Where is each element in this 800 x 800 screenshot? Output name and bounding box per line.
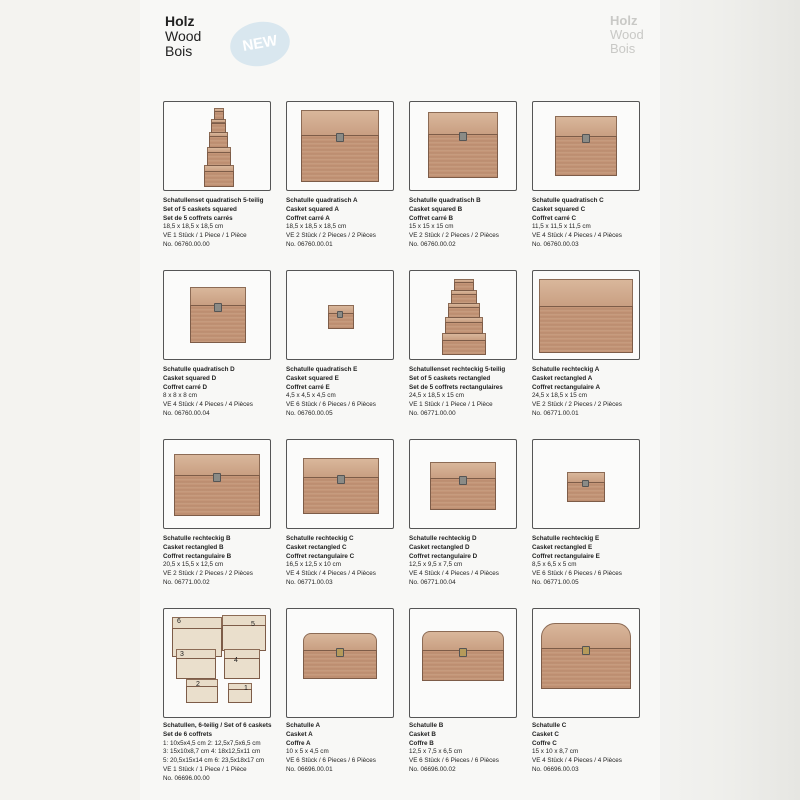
product-pack: VE 2 Stück / 2 Pieces / 2 Pièces [532,401,622,409]
box-graphic [430,462,496,510]
product-pack: VE 2 Stück / 2 Pieces / 2 Pièces [409,232,499,240]
ghost-title-en: Wood [610,27,644,42]
product-image [163,101,271,191]
product-info [532,535,640,588]
new-badge: NEW [227,17,294,71]
product-name-fr: Set de 5 coffrets carrés [163,214,233,222]
product-name-fr: Coffre B [409,739,434,747]
product-number: No. 06760.00.01 [286,240,333,248]
box-graphic [539,279,633,353]
product-pack: VE 2 Stück / 2 Pieces / 2 Pièces [286,232,376,240]
product-card[interactable] [532,270,640,419]
product-number: No. 06771.00.03 [286,578,333,586]
product-number: No. 06696.00.03 [532,765,579,773]
product-number: No. 06771.00.05 [532,578,579,586]
product-name-fr: Coffre A [286,739,311,747]
product-pack: VE 1 Stück / 1 Piece / 1 Pièce [163,232,247,240]
product-info [286,197,394,250]
product-info [163,722,271,784]
product-card[interactable] [409,608,517,775]
set-label-6: 6 [177,618,181,625]
box-graphic [207,147,231,166]
product-image [163,608,271,718]
product-image [532,439,640,529]
product-info [409,366,517,419]
product-card[interactable] [286,608,394,775]
product-name-en: Casket rectangled B [163,543,224,551]
section-header [165,14,201,59]
product-card[interactable] [286,270,394,419]
title-en: Wood [165,28,202,44]
product-name-de: Schatulle quadratisch D [163,366,235,373]
product-info [163,197,271,250]
product-name-fr: Set de 5 coffrets rectangulaires [409,383,503,391]
title-de: Holz [165,13,195,29]
product-size: 20,5 x 15,5 x 12,5 cm [163,561,224,569]
set-label-5: 5 [251,621,255,628]
box-graphic [190,287,246,343]
product-pack: VE 4 Stück / 4 Pieces / 4 Pièces [163,401,253,409]
product-info [532,366,640,419]
product-image [409,608,517,718]
product-name-de: Schatulle rechteckig B [163,535,231,542]
product-name-de: Schatulle quadratisch C [532,197,604,204]
product-number: No. 06696.00.00 [163,774,210,782]
ghost-title-de: Holz [610,13,638,28]
product-number: No. 06771.00.00 [409,409,456,417]
product-number: No. 06760.00.00 [163,240,210,248]
product-pack: VE 6 Stück / 6 Pieces / 6 Pièces [286,401,376,409]
product-name-en: Casket rectangled E [532,543,593,551]
product-number: No. 06771.00.04 [409,578,456,586]
product-number: No. 06696.00.01 [286,765,333,773]
box-graphic [555,116,617,176]
product-name-en: Casket C [532,730,559,738]
set-label-2: 2 [196,681,200,688]
product-image [286,270,394,360]
product-card[interactable] [532,608,640,775]
product-name-fr: Coffret rectangulaire E [532,552,600,560]
product-size: 18,5 x 18,5 x 18,5 cm [163,223,224,231]
box-graphic [422,631,504,681]
box-graphic [541,623,631,689]
set-label-1: 1 [244,685,248,692]
product-name-fr: Coffret rectangulaire C [286,552,355,560]
box-graphic [186,679,218,703]
product-name-de: Schatullenset rechteckig 5-teilig [409,366,506,373]
product-name-de: Schatulle quadratisch A [286,197,358,204]
product-pack: VE 4 Stück / 4 Pieces / 4 Pièces [532,757,622,765]
title-fr: Bois [165,43,193,59]
product-info [163,535,271,588]
product-image [409,270,517,360]
product-size: 24,5 x 18,5 x 15 cm [532,392,587,400]
box-graphic [222,615,266,651]
box-graphic [204,165,234,187]
set-label-4: 4 [234,657,238,664]
product-image [163,270,271,360]
product-name-en: Casket rectangled C [286,543,347,551]
product-name-de: Schatulle rechteckig E [532,535,600,542]
product-name-fr: Coffret carré C [532,214,577,222]
product-card[interactable] [163,608,271,784]
product-info [409,722,517,775]
product-number: No. 06760.00.04 [163,409,210,417]
box-graphic [301,110,379,182]
product-image [532,608,640,718]
product-number: No. 06760.00.02 [409,240,456,248]
product-name-en: Casket A [286,730,313,738]
box-graphic [442,333,486,355]
product-info [286,366,394,419]
product-size: 8,5 x 6,5 x 5 cm [532,561,577,569]
product-image [532,101,640,191]
product-image [409,439,517,529]
product-name-de: Schatullenset quadratisch 5-teilig [163,197,264,204]
box-graphic [328,305,354,329]
product-card[interactable] [532,439,640,588]
product-number: No. 06771.00.02 [163,578,210,586]
product-size: 12,5 x 9,5 x 7,5 cm [409,561,463,569]
product-pack: VE 2 Stück / 2 Pieces / 2 Pièces [163,570,253,578]
product-size: 15 x 10 x 8,7 cm [532,748,579,756]
product-name-en: Set of 5 caskets squared [163,205,237,213]
ghost-title-fr: Bois [610,41,636,56]
box-graphic [454,279,474,291]
product-card[interactable] [532,101,640,250]
box-graphic [448,303,480,318]
box-graphic [445,317,483,334]
box-graphic [567,472,605,502]
product-name-en: Casket squared A [286,205,339,213]
product-card[interactable] [286,101,394,250]
box-graphic [209,132,228,148]
product-number: No. 06760.00.03 [532,240,579,248]
product-card[interactable] [286,439,394,588]
product-name-de: Schatulle quadratisch E [286,366,358,373]
product-card[interactable] [409,270,517,419]
product-name-en: Casket squared B [409,205,463,213]
product-name-fr: Coffret rectangulaire A [532,383,600,391]
set-label-3: 3 [180,651,184,658]
box-graphic [303,633,377,679]
product-info [409,535,517,588]
product-pack: VE 6 Stück / 6 Pieces / 6 Pièces [409,757,499,765]
product-size: 10 x 5 x 4,5 cm [286,748,329,756]
product-name-fr: Coffret carré B [409,214,454,222]
product-info [532,197,640,250]
product-name-de: Schatulle rechteckig C [286,535,354,542]
product-name-fr: Coffre C [532,739,557,747]
product-name-en: Casket B [409,730,436,738]
product-name-de: Schatulle rechteckig A [532,366,600,373]
product-name-en: Casket rectangled D [409,543,470,551]
product-image [286,439,394,529]
box-graphic [211,119,226,133]
product-name-de: Schatulle C [532,722,567,729]
product-card[interactable] [409,439,517,588]
product-image [286,101,394,191]
product-name-fr: Coffret rectangulaire D [409,552,478,560]
product-info [286,535,394,588]
product-size-row: 3: 15x10x8,7 cm 4: 18x12,5x11 cm [163,748,261,756]
product-info [286,722,394,775]
product-size: 12,5 x 7,5 x 6,5 cm [409,748,463,756]
product-pack: VE 4 Stück / 4 Pieces / 4 Pièces [286,570,376,578]
product-size-row: 1: 10x5x4,5 cm 2: 12,5x7,5x6,5 cm [163,739,261,747]
product-name-de: Schatulle A [286,722,321,729]
box-graphic [451,290,477,304]
product-image [532,270,640,360]
product-card[interactable] [163,101,271,250]
product-image [409,101,517,191]
product-name-en: Casket rectangled A [532,374,593,382]
box-graphic [224,649,260,679]
product-name-fr: Coffret carré D [163,383,208,391]
product-name-fr: Coffret carré E [286,383,330,391]
product-size: 4,5 x 4,5 x 4,5 cm [286,392,336,400]
product-card[interactable] [163,439,271,588]
box-graphic [228,683,252,703]
product-name-en: Set de 6 coffrets [163,730,212,738]
product-pack: VE 1 Stück / 1 Piece / 1 Pièce [409,401,493,409]
product-name-de: Schatulle rechteckig D [409,535,477,542]
product-size: 18,5 x 18,5 x 18,5 cm [286,223,347,231]
product-number: No. 06696.00.02 [409,765,456,773]
product-pack: VE 4 Stück / 4 Pieces / 4 Pièces [409,570,499,578]
product-pack: VE 6 Stück / 6 Pieces / 6 Pièces [532,570,622,578]
product-size: 11,5 x 11,5 x 11,5 cm [532,223,591,231]
product-size: 15 x 15 x 15 cm [409,223,454,231]
product-name-en: Set of 5 caskets rectangled [409,374,491,382]
box-graphic [214,108,224,120]
product-name-en: Casket squared D [163,374,217,382]
box-graphic [303,458,379,514]
product-info [532,722,640,775]
ghost-header [610,14,644,56]
product-name-de: Schatulle quadratisch B [409,197,481,204]
product-name-de: Schatullen, 6-teilig / Set of 6 caskets [163,722,272,729]
product-image [286,608,394,718]
box-graphic [174,454,260,516]
product-info [409,197,517,250]
product-info [163,366,271,419]
product-pack: VE 6 Stück / 6 Pieces / 6 Pièces [286,757,376,765]
product-pack: VE 4 Stück / 4 Pieces / 4 Pièces [532,232,622,240]
product-size: 16,5 x 12,5 x 10 cm [286,561,341,569]
product-name-fr: Coffret rectangulaire B [163,552,232,560]
product-number: No. 06760.00.05 [286,409,333,417]
product-card[interactable] [163,270,271,419]
product-card[interactable] [409,101,517,250]
product-size: 8 x 8 x 8 cm [163,392,197,400]
product-number: No. 06771.00.01 [532,409,579,417]
product-size: 24,5 x 18,5 x 15 cm [409,392,464,400]
product-name-de: Schatulle B [409,722,444,729]
product-pack: VE 1 Stück / 1 Piece / 1 Pièce [163,765,247,773]
product-name-en: Casket squared C [532,205,586,213]
product-image [163,439,271,529]
product-name-fr: Coffret carré A [286,214,330,222]
box-graphic [428,112,498,178]
product-size-row: 5: 20,5x15x14 cm 6: 23,5x18x17 cm [163,757,265,765]
product-name-en: Casket squared E [286,374,339,382]
